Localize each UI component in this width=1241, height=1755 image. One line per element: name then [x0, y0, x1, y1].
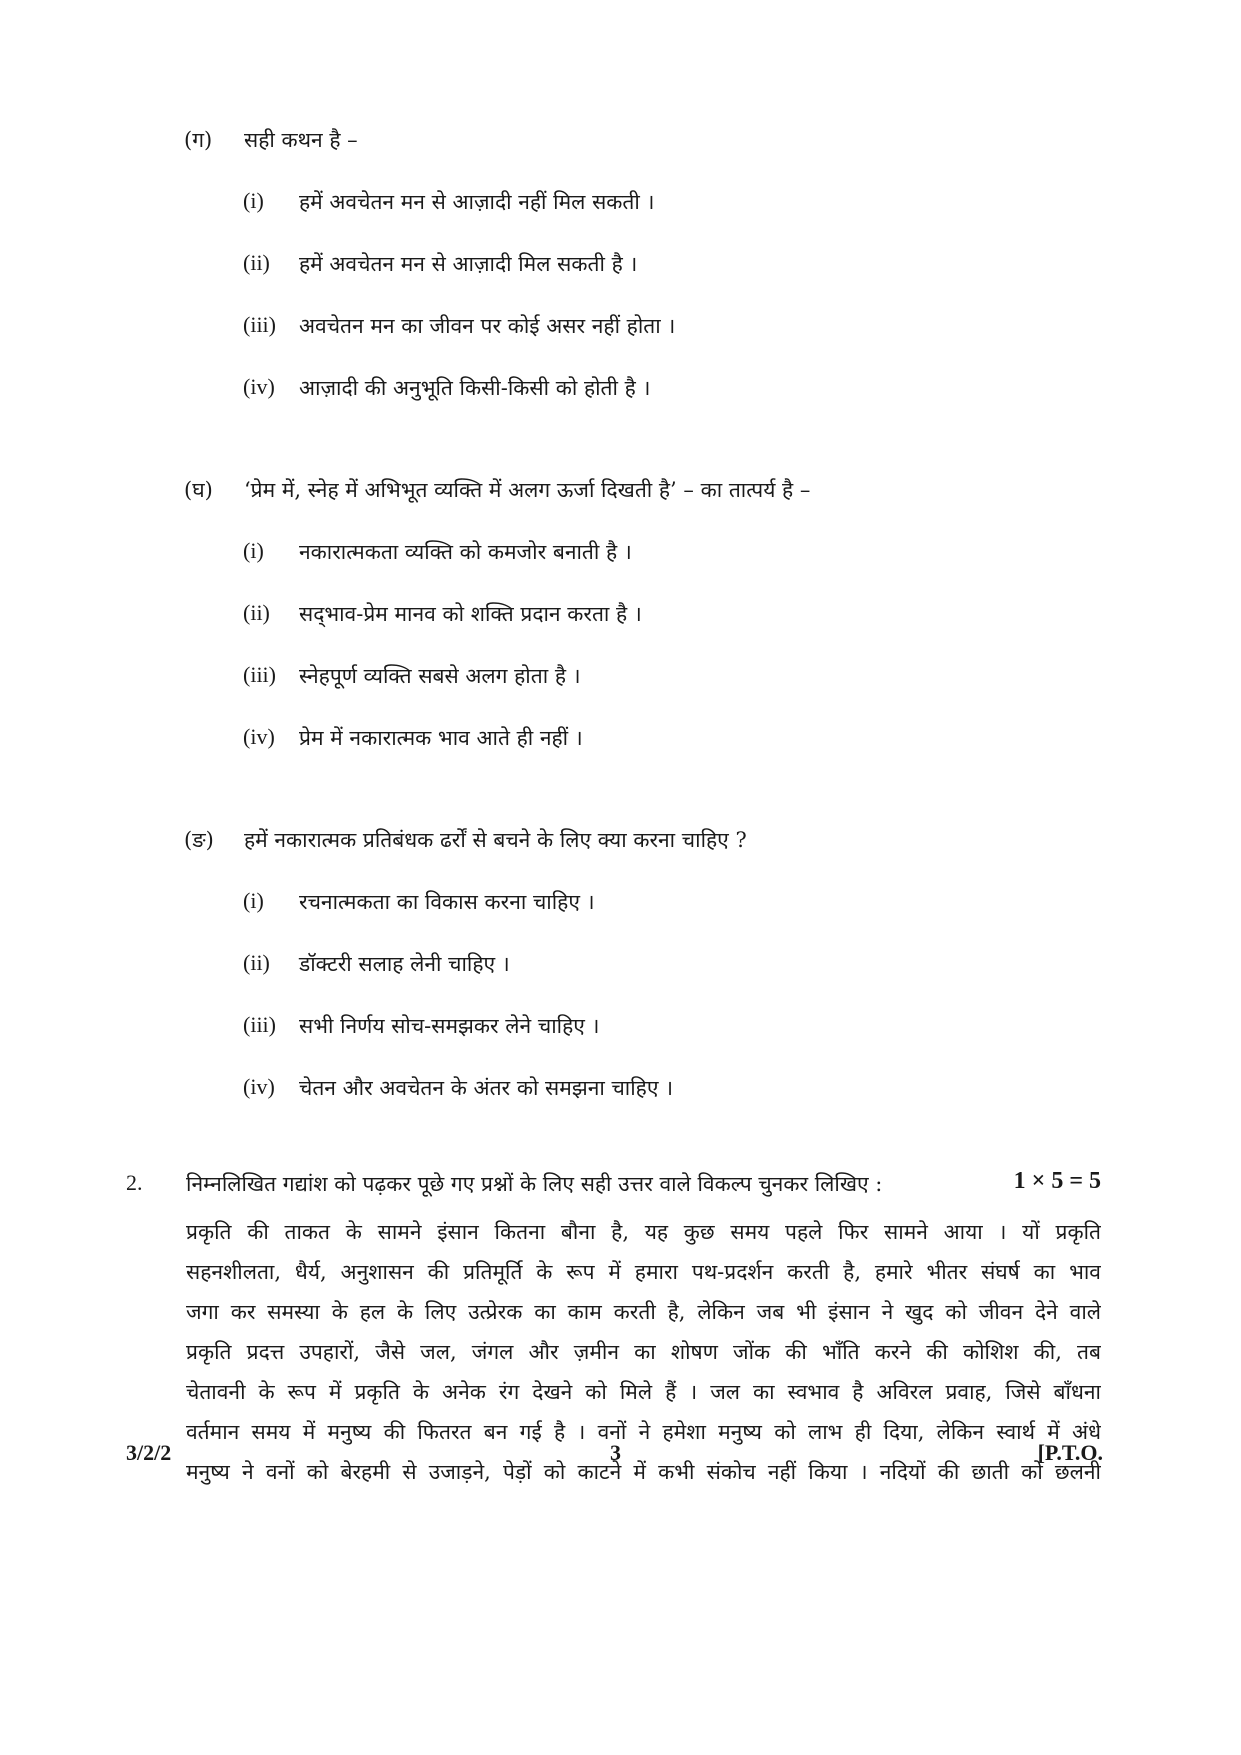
option-text: स्नेहपूर्ण व्यक्ति सबसे अलग होता है ।	[299, 664, 581, 688]
option-number: (i)	[243, 188, 264, 213]
option-number: (iii)	[243, 312, 276, 337]
option-number: (iv)	[243, 374, 275, 399]
paper-code: 3/2/2	[126, 1440, 172, 1465]
question-label: (ङ)	[184, 828, 214, 852]
question-text: हमें नकारात्मक प्रतिबंधक ढर्रों से बचने के लिए क्या करना चाहिए ?	[244, 828, 747, 852]
option-text: सभी निर्णय सोच-समझकर लेने चाहिए ।	[299, 1014, 600, 1038]
option-number: (i)	[243, 888, 264, 913]
option-text: डॉक्टरी सलाह लेनी चाहिए ।	[299, 952, 510, 976]
passage-line: प्रकृति प्रदत्त उपहारों, जैसे जल, जंगल और ज़मीन का शोषण जोंक की भाँति करने की कोशिश की, तब	[186, 1340, 1101, 1364]
marks-allocation: 1 × 5 = 5	[1013, 1168, 1101, 1194]
passage-line: सहनशीलता, धैर्य, अनुशासन की प्रतिमूर्ति के रूप में हमारा पथ-प्रदर्शन करती है, हमारे भीतर संघर्ष का भाव	[186, 1260, 1101, 1284]
passage-line: वर्तमान समय में मनुष्य की फितरत बन गई है । वनों ने हमेशा मनुष्य को लाभ ही दिया, लेकिन स्वार्थ में अंधे	[186, 1420, 1101, 1444]
question-2-instruction: निम्नलिखित गद्यांश को पढ़कर पूछे गए प्रश्नों के लिए सही उत्तर वाले विकल्प चुनकर लिखिए :	[186, 1172, 883, 1196]
question-text: ‘प्रेम में, स्नेह में अभिभूत व्यक्ति में अलग ऊर्जा दिखती है’ – का तात्पर्य है –	[244, 478, 811, 502]
option-number: (ii)	[243, 950, 270, 975]
question-label: (घ)	[184, 478, 213, 502]
question-label: (ग)	[184, 128, 213, 152]
option-text: नकारात्मकता व्यक्ति को कमजोर बनाती है ।	[299, 540, 632, 564]
option-text: चेतन और अवचेतन के अंतर को समझना चाहिए ।	[299, 1076, 674, 1100]
option-text: रचनात्मकता का विकास करना चाहिए ।	[299, 890, 595, 914]
question-text: सही कथन है –	[244, 128, 358, 152]
option-text: प्रेम में नकारात्मक भाव आते ही नहीं ।	[299, 726, 583, 750]
please-turn-over: [P.T.O.	[1037, 1440, 1103, 1465]
option-text: अवचेतन मन का जीवन पर कोई असर नहीं होता ।	[299, 314, 676, 338]
option-number: (ii)	[243, 600, 270, 625]
option-number: (i)	[243, 538, 264, 563]
option-number: (ii)	[243, 250, 270, 275]
passage-line: चेतावनी के रूप में प्रकृति के अनेक रंग देखने को मिले हैं । जल का स्वभाव है अविरल प्रवाह, जिसे बाँधना	[186, 1380, 1101, 1404]
option-text: हमें अवचेतन मन से आज़ादी नहीं मिल सकती ।	[299, 190, 655, 214]
option-text: हमें अवचेतन मन से आज़ादी मिल सकती है ।	[299, 252, 638, 276]
passage	[186, 1212, 1101, 1492]
option-number: (iii)	[243, 1012, 276, 1037]
question-2-number: 2.	[126, 1170, 143, 1195]
passage-line: प्रकृति की ताकत के सामने इंसान कितना बौना है, यह कुछ समय पहले फिर सामने आया । यों प्रकृति	[186, 1220, 1101, 1244]
option-text: सद्‌भाव-प्रेम मानव को शक्ति प्रदान करता है ।	[299, 602, 642, 626]
passage-line: जगा कर समस्या के हल के लिए उत्प्रेरक का काम करती है, लेकिन जब भी इंसान ने खुद को जीवन देने वाले	[186, 1300, 1101, 1324]
option-number: (iv)	[243, 724, 275, 749]
option-text: आज़ादी की अनुभूति किसी-किसी को होती है ।	[299, 376, 651, 400]
option-number: (iv)	[243, 1074, 275, 1099]
option-number: (iii)	[243, 662, 276, 687]
page-number: 3	[610, 1440, 621, 1465]
passage-line: मनुष्य ने वनों को बेरहमी से उजाड़ने, पेड़ों को काटने में कभी संकोच नहीं किया । नदियों की छाती को छलनी	[186, 1460, 1101, 1484]
